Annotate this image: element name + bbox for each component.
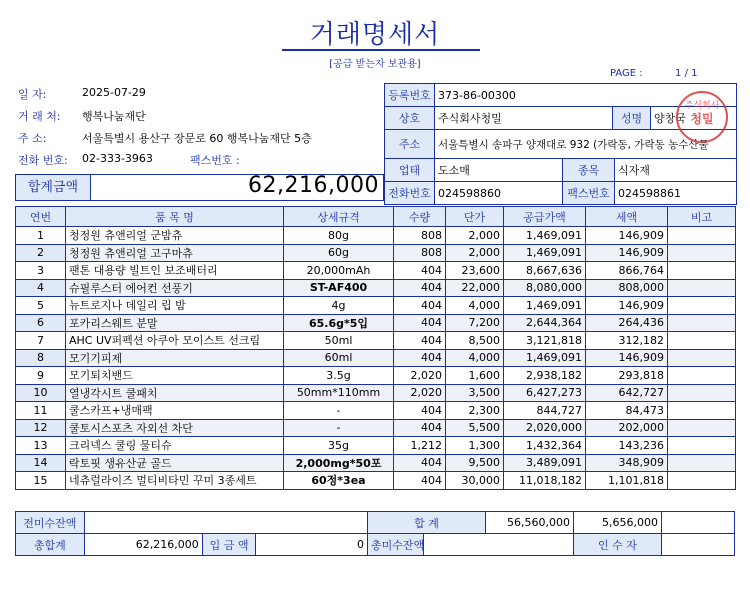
reg-label: 등록번호	[385, 84, 435, 107]
phone-label: 전화 번호:	[18, 154, 68, 167]
item-spec: -	[284, 402, 394, 420]
item-supply: 11,018,182	[504, 472, 586, 490]
item-name: 락토핏 생유산균 골드	[66, 454, 284, 472]
item-price: 2,300	[446, 402, 504, 420]
col-header-spec: 상세규격	[284, 207, 394, 227]
prev-balance-label: 전미수잔액	[16, 512, 85, 534]
item-name: 네츄럴라이즈 멀티비타민 꾸미 3종세트	[66, 472, 284, 490]
row-number: 15	[16, 472, 66, 490]
item-supply: 1,432,364	[504, 437, 586, 455]
item-spec: 50ml	[284, 332, 394, 350]
item-spec: -	[284, 419, 394, 437]
sum-note	[661, 512, 734, 534]
item-supply: 1,469,091	[504, 227, 586, 245]
item-qty: 404	[394, 454, 446, 472]
row-number: 2	[16, 244, 66, 262]
item-tax: 866,764	[586, 262, 668, 280]
item-name: 뉴트로지나 데일리 립 밤	[66, 297, 284, 315]
supplier-phone-value: 024598860	[435, 182, 563, 205]
item-spec: 65.6g*5입	[284, 314, 394, 332]
company-value: 주식회사청밀	[435, 107, 613, 130]
item-price: 4,000	[446, 349, 504, 367]
row-number: 6	[16, 314, 66, 332]
fax-label: 팩스번호 :	[190, 154, 240, 167]
item-note	[668, 472, 736, 490]
item-supply: 1,469,091	[504, 349, 586, 367]
item-note	[668, 367, 736, 385]
item-name: 쿨스카프+냉매팩	[66, 402, 284, 420]
sum-supply-value: 56,560,000	[485, 512, 573, 534]
item-supply: 844,727	[504, 402, 586, 420]
row-number: 9	[16, 367, 66, 385]
page-label: PAGE :	[610, 68, 643, 79]
total-amount-label: 합계금액	[16, 175, 91, 200]
col-header-qty: 수량	[394, 207, 446, 227]
item-price: 30,000	[446, 472, 504, 490]
item-price: 23,600	[446, 262, 504, 280]
document-title: 거래명세서	[309, 20, 441, 50]
item-tax: 202,000	[586, 419, 668, 437]
client-value: 행복나눔재단	[82, 110, 146, 123]
item-price: 9,500	[446, 454, 504, 472]
receiver-value	[661, 534, 734, 556]
item-note	[668, 454, 736, 472]
item-supply: 1,469,091	[504, 297, 586, 315]
col-header-supply: 공급가액	[504, 207, 586, 227]
remain-label: 총미수잔액	[367, 534, 423, 556]
item-tax: 146,909	[586, 227, 668, 245]
item-name: 모기퇴치밴드	[66, 367, 284, 385]
item-type-label: 종목	[563, 159, 615, 182]
item-name: 슈필루스터 에어컨 선풍기	[66, 279, 284, 297]
supplier-address-label: 주소	[385, 130, 435, 159]
table-row	[16, 244, 736, 262]
supplier-fax-value: 024598861	[615, 182, 737, 205]
item-price: 4,000	[446, 297, 504, 315]
item-supply: 2,020,000	[504, 419, 586, 437]
item-price: 2,000	[446, 227, 504, 245]
item-spec: 60정*3ea	[284, 472, 394, 490]
summary-table	[15, 511, 735, 556]
item-price: 1,300	[446, 437, 504, 455]
col-header-note: 비고	[668, 207, 736, 227]
remain-value	[423, 534, 573, 556]
page-value: 1 / 1	[675, 68, 698, 79]
item-supply: 8,667,636	[504, 262, 586, 280]
item-tax: 143,236	[586, 437, 668, 455]
address-value: 서울특별시 용산구 장문로 60 행복나눔재단 5층	[82, 132, 312, 145]
item-name: 청정원 츄앤리얼 군밤츄	[66, 227, 284, 245]
row-number: 10	[16, 384, 66, 402]
item-supply: 2,644,364	[504, 314, 586, 332]
item-supply: 3,489,091	[504, 454, 586, 472]
row-number: 12	[16, 419, 66, 437]
item-tax: 84,473	[586, 402, 668, 420]
item-supply: 6,427,273	[504, 384, 586, 402]
table-row	[16, 384, 736, 402]
item-spec: ST-AF400	[284, 279, 394, 297]
item-qty: 2,020	[394, 367, 446, 385]
row-number: 1	[16, 227, 66, 245]
item-price: 22,000	[446, 279, 504, 297]
item-qty: 404	[394, 332, 446, 350]
paid-value: 0	[256, 534, 368, 556]
paid-label: 입 금 액	[202, 534, 256, 556]
table-row	[16, 472, 736, 490]
item-note	[668, 297, 736, 315]
client-label: 거 래 처:	[18, 110, 61, 123]
document-subtitle: [공급 받는자 보관용]	[329, 59, 421, 70]
item-note	[668, 244, 736, 262]
receiver-label: 인 수 자	[573, 534, 661, 556]
item-name: 모기기피제	[66, 349, 284, 367]
row-number: 13	[16, 437, 66, 455]
item-tax: 642,727	[586, 384, 668, 402]
item-tax: 808,000	[586, 279, 668, 297]
item-name: 청정원 츄앤리얼 고구마츄	[66, 244, 284, 262]
item-tax: 146,909	[586, 297, 668, 315]
item-qty: 404	[394, 314, 446, 332]
item-note	[668, 262, 736, 280]
row-number: 8	[16, 349, 66, 367]
row-number: 5	[16, 297, 66, 315]
item-spec: 2,000mg*50포	[284, 454, 394, 472]
table-row	[16, 349, 736, 367]
title-underline	[282, 49, 480, 51]
item-price: 7,200	[446, 314, 504, 332]
table-row	[16, 279, 736, 297]
date-value: 2025-07-29	[82, 86, 146, 99]
col-header-tax: 세액	[586, 207, 668, 227]
item-tax: 146,909	[586, 349, 668, 367]
item-price: 8,500	[446, 332, 504, 350]
supplier-address-value: 서울특별시 송파구 양재대로 932 (가락동, 가락동 농수산물	[435, 130, 737, 159]
item-qty: 404	[394, 262, 446, 280]
item-qty: 2,020	[394, 384, 446, 402]
rep-name-value: 양창국	[651, 107, 737, 130]
page-indicator	[610, 68, 698, 79]
item-type-value: 식자재	[615, 159, 737, 182]
item-note	[668, 437, 736, 455]
item-qty: 404	[394, 472, 446, 490]
item-qty: 808	[394, 244, 446, 262]
item-supply: 2,938,182	[504, 367, 586, 385]
row-number: 7	[16, 332, 66, 350]
item-rows	[16, 227, 736, 490]
table-row	[16, 367, 736, 385]
row-number: 3	[16, 262, 66, 280]
item-note	[668, 419, 736, 437]
biz-label: 업태	[385, 159, 435, 182]
item-tax: 348,909	[586, 454, 668, 472]
item-name: 크리넥스 쿨링 물티슈	[66, 437, 284, 455]
item-qty: 808	[394, 227, 446, 245]
item-name: 팬톤 대용량 빌트인 보조배터리	[66, 262, 284, 280]
grand-total-value: 62,216,000	[84, 534, 202, 556]
item-note	[668, 384, 736, 402]
prev-balance-value	[84, 512, 367, 534]
table-row	[16, 419, 736, 437]
supplier-fax-label: 팩스번호	[563, 182, 615, 205]
table-row	[16, 402, 736, 420]
item-tax: 293,818	[586, 367, 668, 385]
item-spec: 60ml	[284, 349, 394, 367]
item-qty: 404	[394, 279, 446, 297]
supplier-phone-label: 전화번호	[385, 182, 435, 205]
item-qty: 1,212	[394, 437, 446, 455]
item-note	[668, 279, 736, 297]
item-price: 2,000	[446, 244, 504, 262]
grand-total-label: 총합계	[16, 534, 85, 556]
col-header-no: 연번	[16, 207, 66, 227]
table-row	[16, 454, 736, 472]
items-table	[15, 206, 736, 490]
item-qty: 404	[394, 402, 446, 420]
row-number: 14	[16, 454, 66, 472]
item-spec: 35g	[284, 437, 394, 455]
address-label: 주 소:	[18, 132, 47, 145]
item-qty: 404	[394, 349, 446, 367]
item-name: 포카리스웨트 분말	[66, 314, 284, 332]
item-spec: 80g	[284, 227, 394, 245]
item-name: AHC UV퍼펙션 아쿠아 모이스트 선크림	[66, 332, 284, 350]
item-spec: 20,000mAh	[284, 262, 394, 280]
item-supply: 1,469,091	[504, 244, 586, 262]
date-label: 일 자:	[18, 88, 47, 101]
item-note	[668, 314, 736, 332]
item-spec: 4g	[284, 297, 394, 315]
table-row	[16, 297, 736, 315]
table-row	[16, 437, 736, 455]
item-spec: 60g	[284, 244, 394, 262]
item-name: 쿨토시스포츠 자외선 차단	[66, 419, 284, 437]
item-note	[668, 227, 736, 245]
col-header-name: 품 목 명	[66, 207, 284, 227]
table-row	[16, 332, 736, 350]
item-price: 5,500	[446, 419, 504, 437]
table-row	[16, 227, 736, 245]
reg-value: 373-86-00300	[435, 84, 737, 107]
rep-name-label: 성명	[613, 107, 651, 130]
item-note	[668, 349, 736, 367]
item-name: 열냉각시트 쿨패치	[66, 384, 284, 402]
item-note	[668, 332, 736, 350]
item-price: 1,600	[446, 367, 504, 385]
item-tax: 264,436	[586, 314, 668, 332]
company-label: 상호	[385, 107, 435, 130]
item-price: 3,500	[446, 384, 504, 402]
item-note	[668, 402, 736, 420]
total-amount-value: 62,216,000	[248, 173, 379, 198]
phone-value: 02-333-3963	[82, 152, 153, 165]
item-tax: 146,909	[586, 244, 668, 262]
sum-tax-value: 5,656,000	[573, 512, 661, 534]
biz-value: 도소매	[435, 159, 563, 182]
col-header-price: 단가	[446, 207, 504, 227]
item-qty: 404	[394, 297, 446, 315]
sum-label: 합 계	[367, 512, 485, 534]
item-qty: 404	[394, 419, 446, 437]
company-seal-stamp: 주식회사 청밀	[676, 91, 728, 143]
item-tax: 312,182	[586, 332, 668, 350]
item-supply: 3,121,818	[504, 332, 586, 350]
item-spec: 50mm*110mm	[284, 384, 394, 402]
row-number: 4	[16, 279, 66, 297]
item-tax: 1,101,818	[586, 472, 668, 490]
item-supply: 8,080,000	[504, 279, 586, 297]
total-amount-box	[15, 174, 384, 201]
row-number: 11	[16, 402, 66, 420]
item-spec: 3.5g	[284, 367, 394, 385]
table-row	[16, 262, 736, 280]
table-row	[16, 314, 736, 332]
